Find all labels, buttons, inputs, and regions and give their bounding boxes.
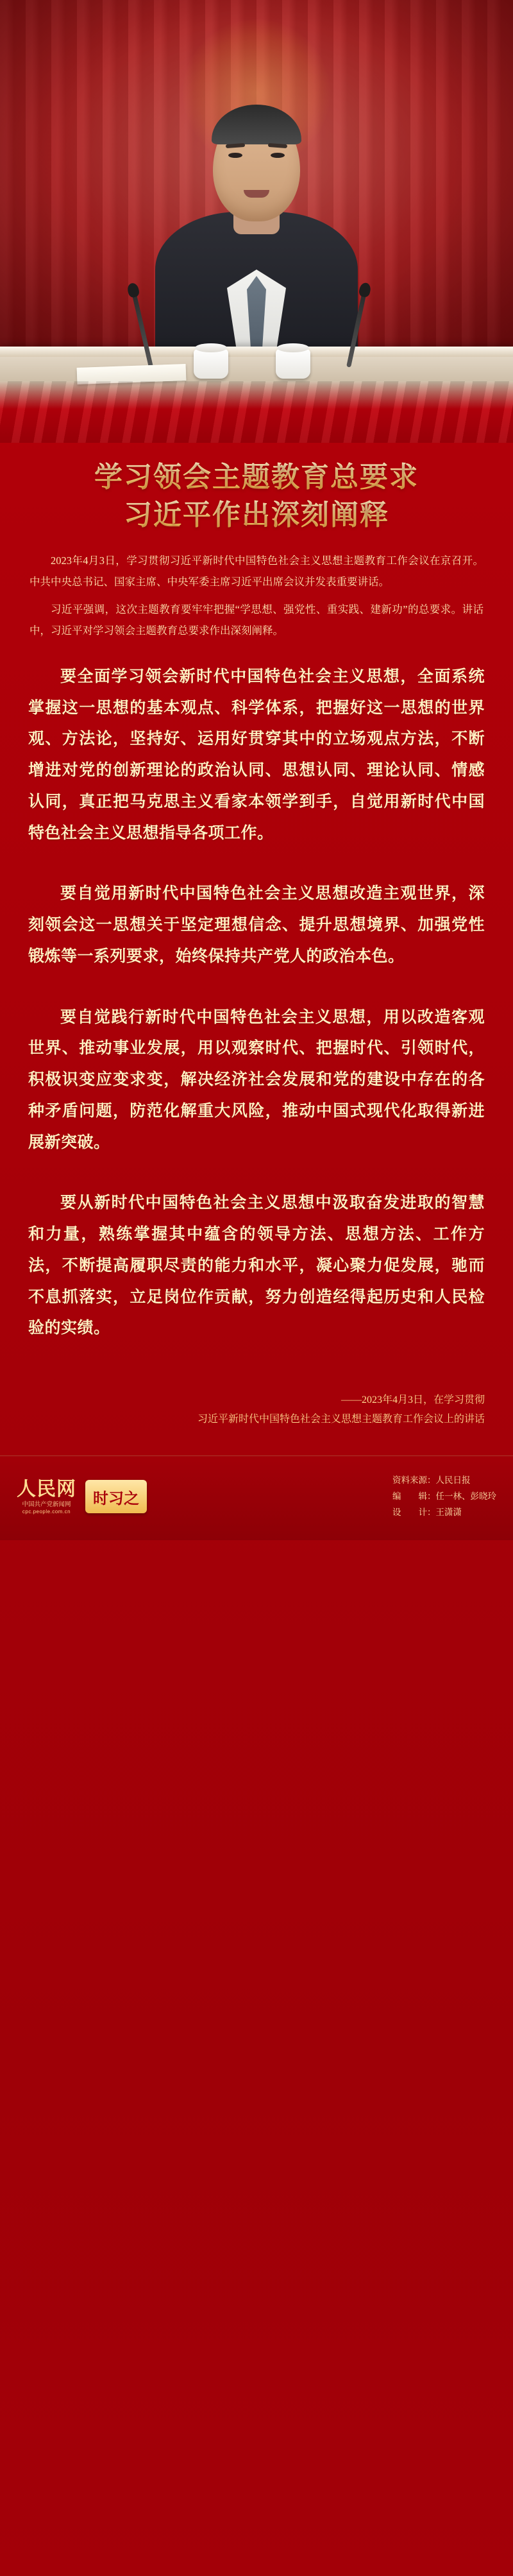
teacup-icon (276, 349, 310, 379)
body-section (0, 650, 513, 1391)
desk-edge (0, 347, 513, 357)
lead-section (0, 541, 513, 650)
red-drape (0, 381, 513, 443)
footer-brand (17, 1479, 147, 1515)
body-paragraph: 要全面学习领会新时代中国特色社会主义思想，全面系统掌握这一思想的基本观点、科学体系，把握好这一思想的世界观、方法论，坚持好、运用好贯穿其中的立场观点方法，不断增进对党的创新理论的政治认同、思想认同、理论认同、情感认同，真正把马克思主义看家本领学到手，自觉用新时代中国特色社会主义思想指导各项工作。 (28, 667, 485, 842)
column-badge[interactable]: 时习之 (85, 1480, 147, 1513)
brand-url: cpc.people.com.cn (22, 1509, 71, 1515)
credit-designer: 设 计：王潇潇 (392, 1507, 462, 1517)
drape-folds (0, 381, 513, 443)
attribution-line-2: 习近平新时代中国特色社会主义思想主题教育工作会议上的讲话 (197, 1414, 485, 1425)
peoples-daily-logo[interactable] (17, 1479, 76, 1515)
eye-left (228, 153, 242, 158)
credit-editor: 编 辑：任一林、彭晓玲 (392, 1491, 496, 1501)
title-line-2: 习近平作出深刻阐释 (15, 496, 498, 534)
body-paragraph: 要自觉用新时代中国特色社会主义思想改造主观世界，深刻领会这一思想关于坚定理想信念、提升思想境界、加强党性锻炼等一系列要求，始终保持共产党人的政治本色。 (28, 885, 485, 965)
footer (0, 1455, 513, 1540)
eye-right (271, 153, 285, 158)
brand-subtitle: 中国共产党新闻网 (22, 1500, 71, 1508)
body-paragraph: 要从新时代中国特色社会主义思想中汲取奋发进取的智慧和力量，熟练掌握其中蕴含的领导方法、思想方法、工作方法，不断提高履职尽责的能力和水平，凝心聚力促发展，驰而不息抓落实，立足岗位作贡献，努力创造经得起历史和人民检验的实绩。 (28, 1194, 485, 1337)
lead-paragraph: 习近平强调，这次主题教育要牢牢把握“学思想、强党性、重实践、建新功”的总要求。讲话中，习近平对学习领会主题教育总要求作出深刻阐释。 (29, 603, 484, 637)
lead-paragraph: 2023年4月3日，学习贯彻习近平新时代中国特色社会主义思想主题教育工作会议在京召开。中共中央总书记、国家主席、中央军委主席习近平出席会议并发表重要讲话。 (29, 554, 484, 588)
hair-shape (212, 105, 301, 144)
source-attribution (0, 1391, 513, 1455)
title-line-1: 学习领会主题教育总要求 (15, 458, 498, 496)
speaker-figure (147, 96, 366, 372)
teacup-icon (194, 349, 228, 379)
mouth-shape (244, 190, 269, 198)
hero-photo (0, 0, 513, 443)
brand-name-cn: 人民网 (17, 1478, 76, 1500)
credit-source: 资料来源：人民日报 (392, 1475, 471, 1485)
attribution-line-1: ——2023年4月3日，在学习贯彻 (341, 1395, 485, 1406)
page-title (0, 443, 513, 541)
credits-block (392, 1473, 496, 1521)
body-paragraph: 要自觉践行新时代中国特色社会主义思想，用以改造客观世界、推动事业发展，用以观察时代、把握时代、引领时代，积极识变应变求变，解决经济社会发展和党的建设中存在的各种矛盾问题，防范化解重大风险，推动中国式现代化取得新进展新突破。 (28, 1008, 485, 1151)
